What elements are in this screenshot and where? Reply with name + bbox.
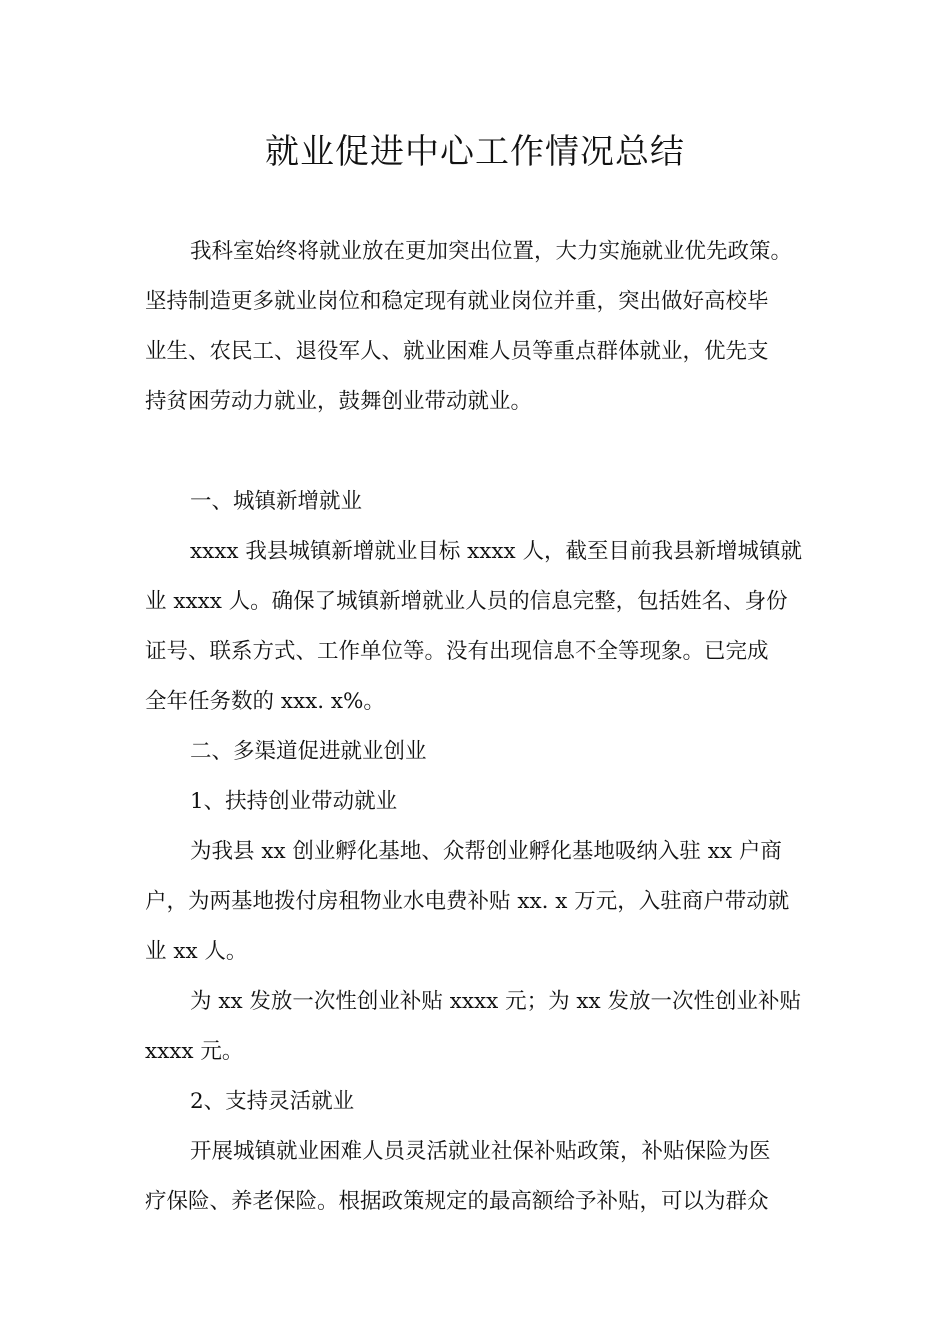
paragraph-intro-line-3: 业生、农民工、退役军人、就业困难人员等重点群体就业，优先支 — [145, 339, 769, 364]
paragraph-intro-line-4: 持贫困劳动力就业，鼓舞创业带动就业。 — [145, 389, 533, 414]
paragraph-incubator-line-1: 为我县 xx 创业孵化基地、众帮创业孵化基地吸纳入驻 xx 户商 — [190, 839, 782, 864]
paragraph-intro-line-1: 我科室始终将就业放在更加突出位置，大力实施就业优先政策。 — [190, 239, 793, 264]
paragraph-flexible-line-1: 开展城镇就业困难人员灵活就业社保补贴政策，补贴保险为医 — [190, 1139, 771, 1164]
subsection-heading-2: 2、支持灵活就业 — [190, 1089, 355, 1114]
paragraph-flexible-line-2: 疗保险、养老保险。根据政策规定的最高额给予补贴，可以为群众 — [145, 1189, 769, 1214]
paragraph-intro-line-2: 坚持制造更多就业岗位和稳定现有就业岗位并重，突出做好高校毕 — [145, 289, 769, 314]
document-title: 就业促进中心工作情况总结 — [265, 132, 685, 172]
section-heading-1: 一、城镇新增就业 — [190, 489, 363, 514]
paragraph-subsidy-line-1: 为 xx 发放一次性创业补贴 xxxx 元；为 xx 发放一次性创业补贴 — [190, 989, 802, 1014]
section-heading-2: 二、多渠道促进就业创业 — [190, 739, 427, 764]
paragraph-urban-line-3: 证号、联系方式、工作单位等。没有出现信息不全等现象。已完成 — [145, 639, 769, 664]
paragraph-urban-line-2: 业 xxxx 人。确保了城镇新增就业人员的信息完整，包括姓名、身份 — [145, 589, 788, 614]
paragraph-subsidy-line-2: xxxx 元。 — [145, 1039, 244, 1064]
paragraph-incubator-line-3: 业 xx 人。 — [145, 939, 248, 964]
paragraph-urban-line-1: xxxx 我县城镇新增就业目标 xxxx 人，截至目前我县新增城镇就 — [190, 539, 803, 564]
paragraph-urban-line-4: 全年任务数的 xxx. x%。 — [145, 689, 385, 714]
subsection-heading-1: 1、扶持创业带动就业 — [190, 789, 398, 814]
paragraph-incubator-line-2: 户，为两基地拨付房租物业水电费补贴 xx. x 万元，入驻商户带动就 — [145, 889, 790, 914]
